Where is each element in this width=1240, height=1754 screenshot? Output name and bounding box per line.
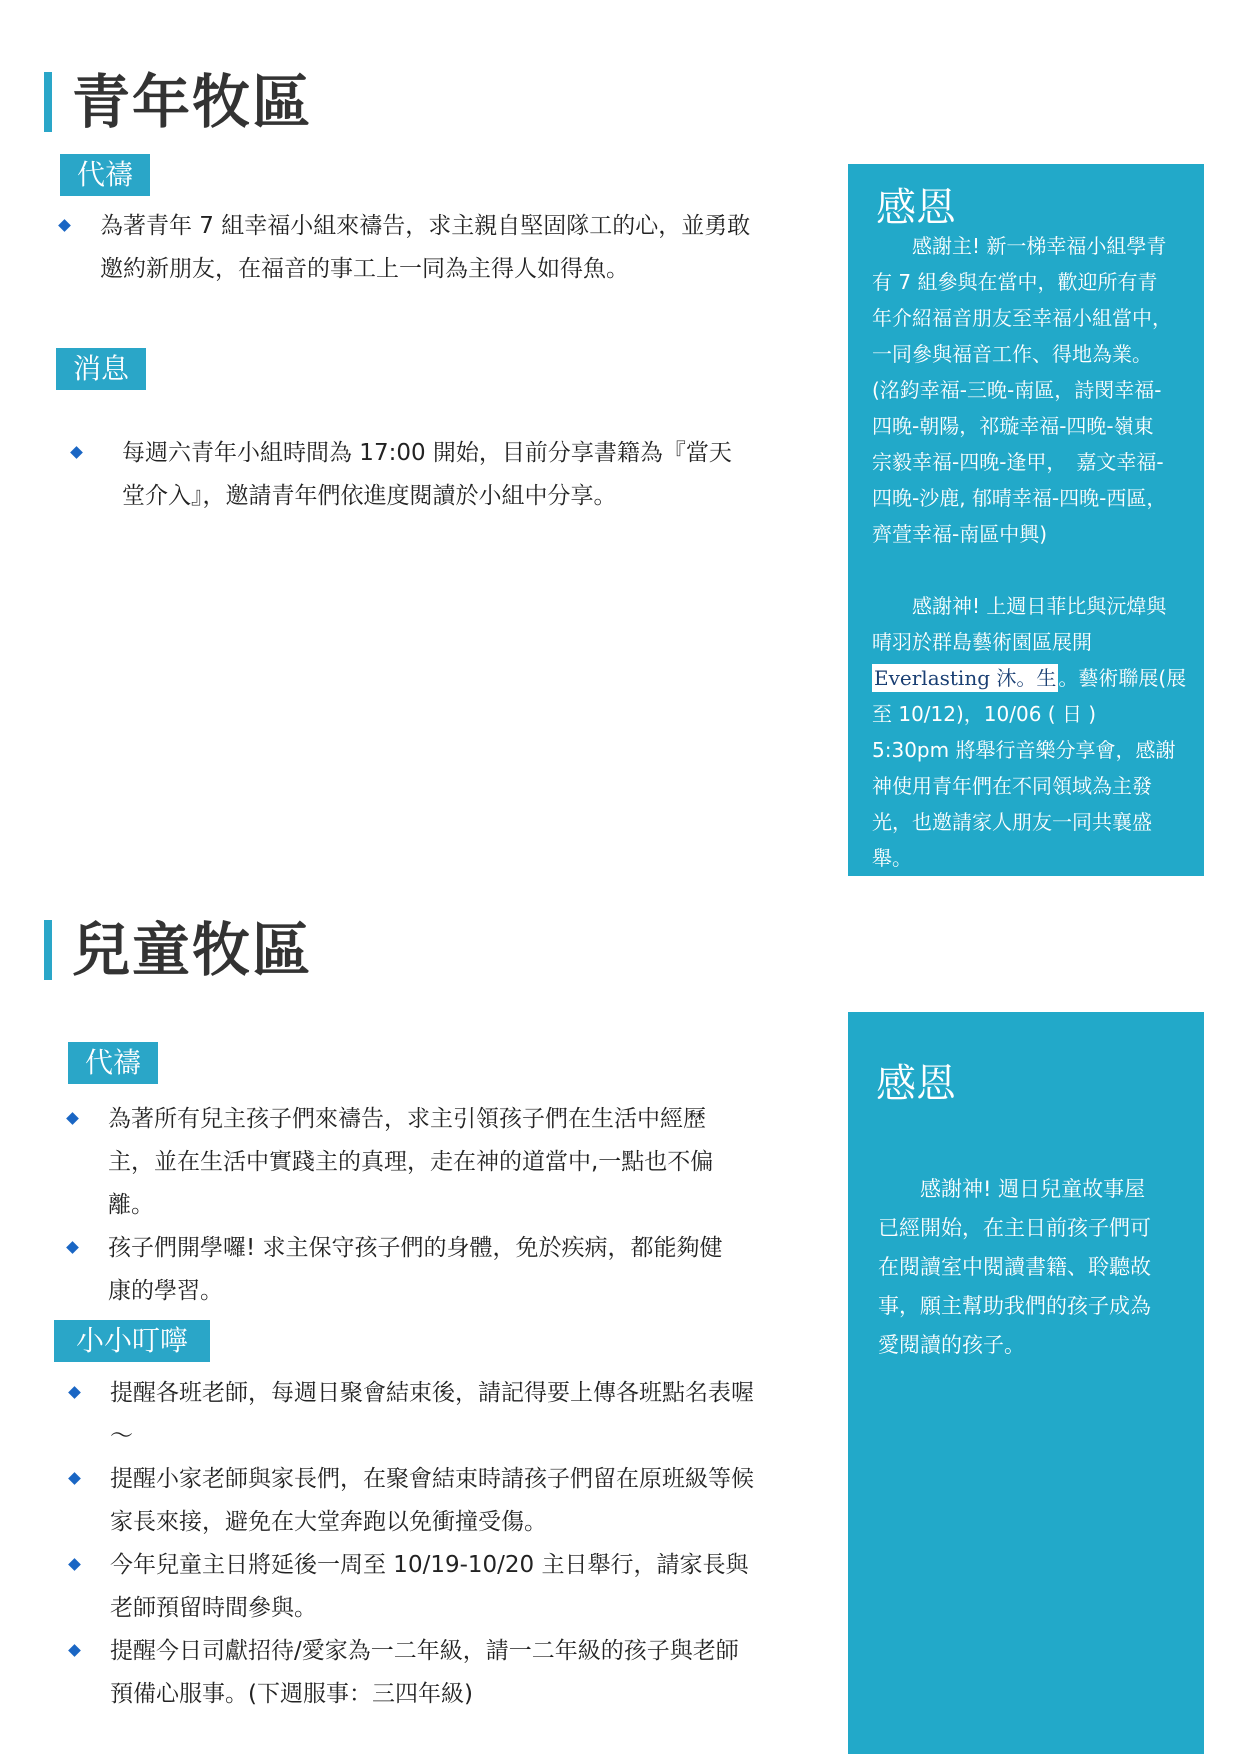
- youth-thanks-paragraph-2-end: 。藝術聯展(展 至 10/12)，10/06 ( 日 ) 5:30pm 將舉行音樂分享會，感謝 神使用青年們在不同領域為主發 光，也邀請家人朋友一同共襄盛 舉。: [872, 666, 1187, 870]
- bullet-diamond-icon: [68, 1472, 81, 1485]
- list-item: [50, 205, 820, 291]
- list-item: [58, 1227, 818, 1313]
- children-prayer-list: [58, 1098, 818, 1313]
- youth-news-tag: 消息: [56, 348, 146, 390]
- children-prayer-item-1: 為著所有兒主孩子們來禱告，求主引領孩子們在生活中經歷 主，並在生活中實踐主的真理，走在神的道當中,一點也不偏 離。: [108, 1106, 714, 1218]
- youth-section-title: 青年牧區: [44, 72, 312, 132]
- bullet-diamond-icon: [66, 1241, 79, 1254]
- list-item: [60, 1630, 830, 1716]
- youth-thanks-title: 感恩: [876, 185, 956, 231]
- youth-news-item-1: 每週六青年小組時間為 17:00 開始，目前分享書籍為『當天 堂介入』，邀請青年們依進度閱讀於小組中分享。: [122, 440, 732, 509]
- children-thanks-text: 感謝神! 週日兒童故事屋 已經開始，在主日前孩子們可 在閱讀室中閱讀書籍、聆聽故 事，願主幫助我們的孩子成為 愛閱讀的孩子。: [878, 1177, 1151, 1357]
- children-thanks-panel: [848, 1012, 1204, 1754]
- list-item: [60, 1372, 830, 1458]
- children-reminder-item-2: 提醒小家老師與家長們，在聚會結束時請孩子們留在原班級等候 家長來接，避免在大堂奔跑以免衝撞受傷。: [110, 1466, 754, 1535]
- list-item: [60, 1458, 830, 1544]
- bullet-diamond-icon: [70, 446, 83, 459]
- list-item: [50, 432, 810, 518]
- youth-thanks-panel: [848, 164, 1204, 876]
- youth-thanks-paragraph-1: 感謝主! 新一梯幸福小組學青 有 7 組參與在當中，歡迎所有青 年介紹福音朋友至幸福小組當中， 一同參與福音工作、得地為業。 (洺鈞幸福-三晚-南區，詩閔幸福- 四晚-朝陽，祁璇幸福-四晚-嶺東 宗毅幸福-四晚-逢甲， 嘉文幸福- 四晚-沙鹿, 郁晴幸福-四晚-西區， 齊萱幸福-南區中興): [872, 234, 1172, 546]
- youth-news-list: [50, 432, 810, 518]
- children-prayer-tag: 代禱: [68, 1042, 158, 1084]
- youth-prayer-tag: 代禱: [60, 154, 150, 196]
- children-section-title: 兒童牧區: [44, 920, 312, 980]
- children-reminder-item-1: 提醒各班老師，每週日聚會結束後，請記得要上傳各班點名表喔 ～: [110, 1380, 754, 1449]
- bullet-diamond-icon: [66, 1112, 79, 1125]
- list-item: [58, 1098, 818, 1227]
- children-reminder-list: [60, 1372, 830, 1716]
- youth-thanks-paragraph-2-start: 感謝神! 上週日菲比與沅煒與 晴羽於群島藝術園區展開: [872, 594, 1167, 654]
- youth-prayer-list: [50, 205, 820, 291]
- bullet-diamond-icon: [58, 219, 71, 232]
- children-reminder-item-4: 提醒今日司獻招待/愛家為一二年級，請一二年級的孩子與老師 預備心服事。(下週服事：三四年級): [110, 1638, 739, 1707]
- children-reminder-tag: 小小叮嚀: [54, 1320, 210, 1362]
- youth-thanks-paragraph-2: [872, 588, 1192, 876]
- bullet-diamond-icon: [68, 1386, 81, 1399]
- youth-prayer-item-1: 為著青年 7 組幸福小組來禱告，求主親自堅固隊工的心，並勇敢 邀約新朋友，在福音的事工上一同為主得人如得魚。: [100, 213, 751, 282]
- list-item: [60, 1544, 830, 1630]
- children-thanks-title: 感恩: [876, 1061, 956, 1107]
- bullet-diamond-icon: [68, 1558, 81, 1571]
- bullet-diamond-icon: [68, 1644, 81, 1657]
- children-prayer-item-2: 孩子們開學囉! 求主保守孩子們的身體，免於疾病，都能夠健 康的學習。: [108, 1235, 723, 1304]
- exhibition-name-highlight: Everlasting 沐。生: [874, 666, 1057, 690]
- children-reminder-item-3: 今年兒童主日將延後一周至 10/19-10/20 主日舉行，請家長與 老師預留時間參與。: [110, 1552, 749, 1621]
